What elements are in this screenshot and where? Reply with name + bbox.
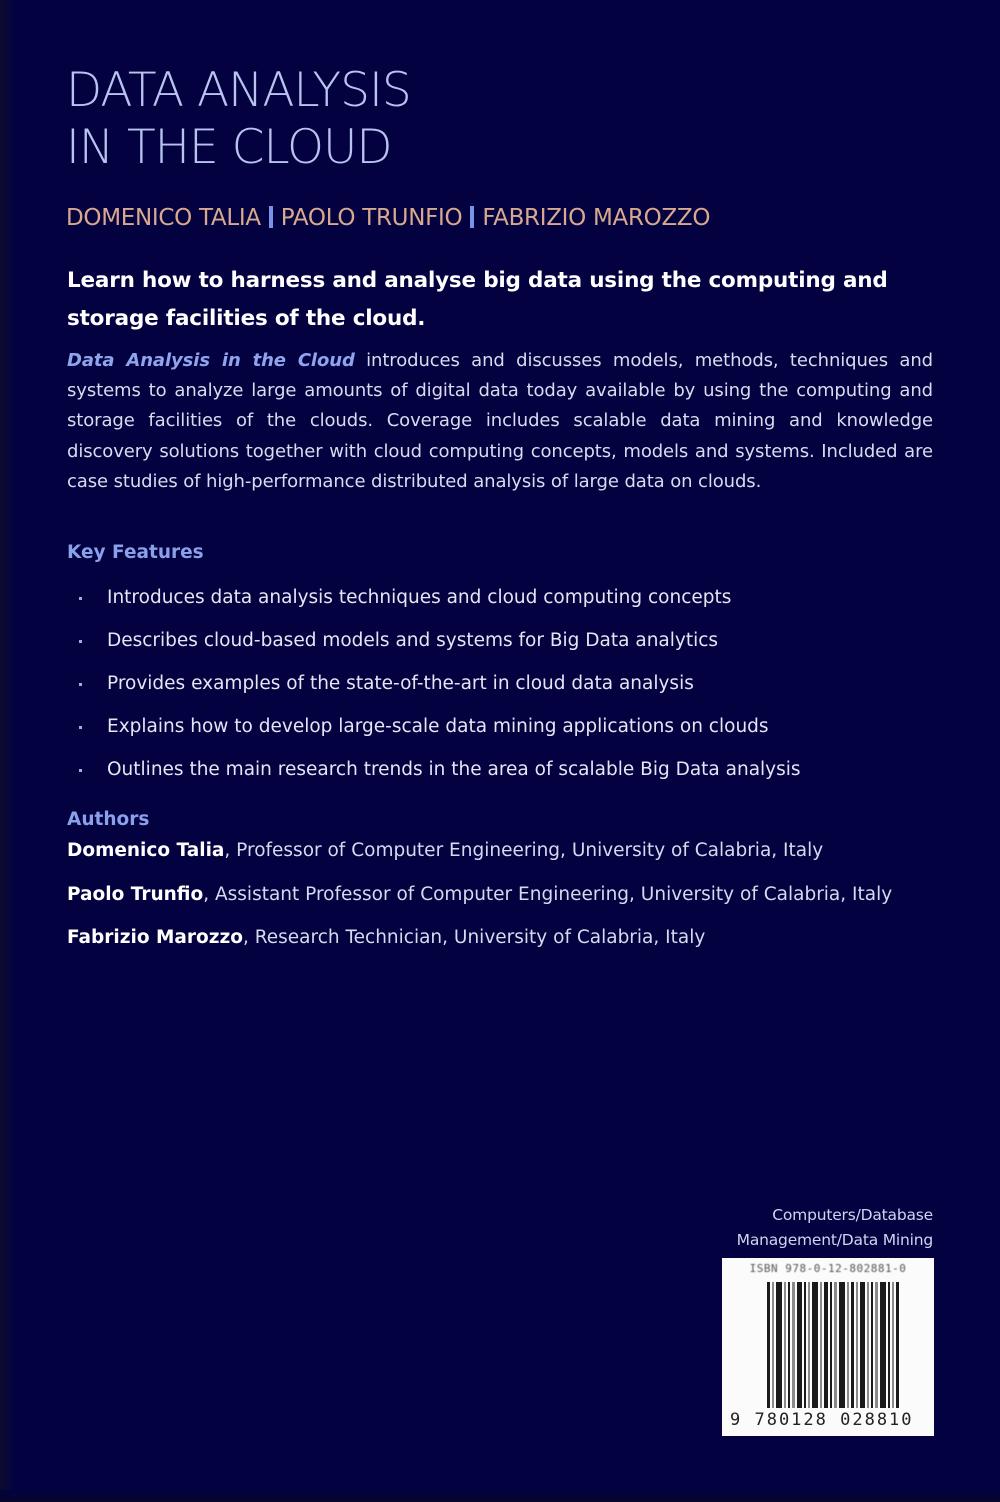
author-separator xyxy=(269,206,273,228)
author-entry xyxy=(67,835,892,879)
feature-text: Outlines the main research trends in the area of scalable Big Data analysis xyxy=(107,759,801,780)
author-name: Fabrizio Marozzo xyxy=(67,927,243,948)
feature-text: Provides examples of the state-of-the-art in cloud data analysis xyxy=(107,673,694,694)
bullet-icon xyxy=(79,769,82,772)
author-name: Paolo Trunfio xyxy=(67,883,204,905)
feature-text: Explains how to develop large-scale data mining applications on clouds xyxy=(107,716,769,737)
subject-category xyxy=(737,1203,933,1253)
cover-bottom-edge xyxy=(0,1490,1000,1502)
feature-item xyxy=(67,711,801,754)
author-separator xyxy=(470,206,474,228)
feature-text: Describes cloud-based models and systems for Big Data analytics xyxy=(107,630,719,651)
bullet-icon xyxy=(79,726,82,729)
cover-spine-edge xyxy=(0,0,14,1502)
feature-item xyxy=(67,625,801,668)
book-title-reference: Data Analysis in the Cloud xyxy=(67,350,355,371)
bullet-icon xyxy=(79,597,82,600)
lead-statement: Learn how to harness and analyse big data using the computing and storage facilities of the cloud. xyxy=(67,268,888,331)
book-title-line-2: IN THE CLOUD xyxy=(66,120,392,175)
ean-digits: 9 780128 028810 xyxy=(730,1410,914,1430)
cover-author-line xyxy=(66,205,710,231)
key-features-heading: Key Features xyxy=(67,542,204,563)
author-name: Domenico Talia xyxy=(67,840,225,861)
author-role: , Research Technician, University of Calabria, Italy xyxy=(242,927,706,948)
book-description xyxy=(67,346,933,497)
bullet-icon xyxy=(79,640,82,643)
cover-author-name: FABRIZIO MAROZZO xyxy=(482,205,711,231)
bullet-icon xyxy=(79,683,82,686)
category-line-1: Computers/Database xyxy=(772,1206,933,1224)
author-entry xyxy=(67,922,892,966)
feature-text: Introduces data analysis techniques and cloud computing concepts xyxy=(107,587,732,608)
feature-item xyxy=(67,754,801,797)
category-line-2: Management/Data Mining xyxy=(736,1231,933,1249)
authors-list xyxy=(67,835,892,966)
authors-heading: Authors xyxy=(67,809,150,830)
author-role: , Assistant Professor of Computer Engineering, University of Calabria, Italy xyxy=(203,883,893,905)
feature-item xyxy=(67,668,801,711)
cover-author-name: PAOLO TRUNFIO xyxy=(280,205,463,231)
barcode-bars-icon xyxy=(730,1282,926,1408)
cover-author-name: DOMENICO TALIA xyxy=(66,205,261,231)
key-features-list xyxy=(67,582,801,797)
isbn-label: ISBN 978-0-12-802881-0 xyxy=(749,1262,907,1275)
author-role: , Professor of Computer Engineering, University of Calabria, Italy xyxy=(224,840,824,861)
description-text: introduces and discusses models, methods, techniques and systems to analyze large amounts of digital data today available by using the computing and storage facilities of the clouds. Coverage includes scalable data mining and knowledge discovery solutions together with cloud computing concepts, models and systems. Included are case studies of high-performance distributed analysis of large data on clouds. xyxy=(67,350,933,492)
book-title xyxy=(66,62,411,176)
isbn-barcode xyxy=(722,1258,934,1436)
author-entry xyxy=(67,879,892,923)
feature-item xyxy=(67,582,801,625)
book-title-line-1: DATA ANALYSIS xyxy=(66,63,411,118)
